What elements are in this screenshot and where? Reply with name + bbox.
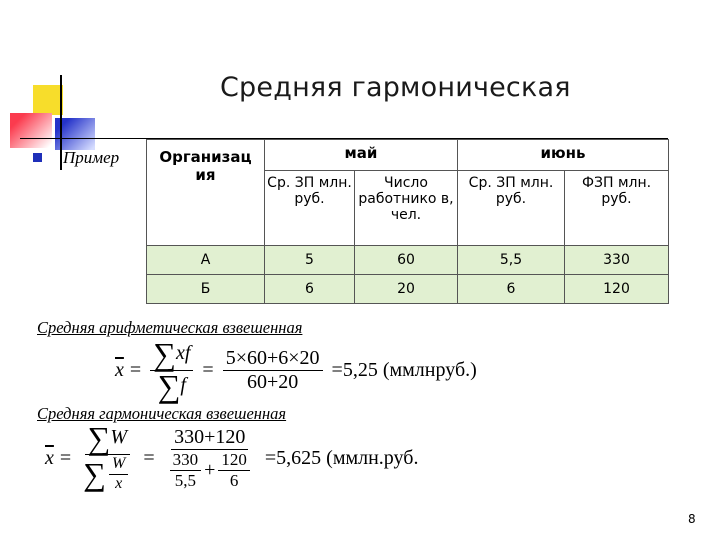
- fraction-values: [223, 348, 323, 393]
- data-table: [146, 139, 669, 304]
- fraction-numerator: 5×60+6×20: [223, 348, 323, 371]
- header-organization: Организац ия: [147, 140, 265, 246]
- fraction-numerator: 330+120: [171, 427, 248, 450]
- header-may: май: [265, 140, 458, 171]
- fraction-denominator: f: [180, 373, 186, 396]
- fraction-numerator: xf: [175, 342, 191, 364]
- cell-may-count: 20: [355, 275, 458, 304]
- yellow-square-decoration: [33, 85, 63, 115]
- bullet-text: Пример: [63, 148, 120, 167]
- cell-june-wage: 6: [458, 275, 565, 304]
- fraction-numerator: W: [110, 426, 127, 448]
- page-number: 8: [688, 512, 696, 526]
- fraction-denominator: 60+20: [246, 370, 299, 393]
- formula-eq: =: [129, 358, 142, 381]
- caption-arithmetic: Средняя арифметическая взвешенная: [37, 318, 303, 337]
- formula-harmonic: [45, 420, 419, 492]
- red-square-decoration: [10, 113, 52, 148]
- subheader-june-wage: Ср. ЗП млн. руб.: [458, 171, 565, 246]
- cell-may-wage: 5: [265, 246, 355, 275]
- formula-eq: =: [202, 358, 214, 381]
- slide-title: Средняя гармоническая: [220, 72, 571, 103]
- table-row: [147, 246, 669, 275]
- fraction-inner: [170, 451, 202, 490]
- fraction-inner: [109, 456, 128, 493]
- fraction-denominator: 5,5: [174, 470, 196, 490]
- sigma-icon: ∑: [83, 455, 106, 492]
- fraction-numerator: 330: [170, 451, 202, 471]
- cell-june-wage: 5,5: [458, 246, 565, 275]
- formula-eq: =: [143, 446, 155, 469]
- cell-may-wage: 6: [265, 275, 355, 304]
- fraction-numerator: W: [109, 456, 128, 475]
- fraction-sum: [150, 336, 193, 404]
- cell-june-fund: 330: [565, 246, 669, 275]
- fraction-sum: [80, 420, 134, 492]
- caption-harmonic: Средняя гармоническая взвешенная: [37, 404, 287, 423]
- subheader-june-fund: ФЗП млн. руб.: [565, 171, 669, 246]
- cell-org: Б: [147, 275, 265, 304]
- formula-lhs: $\overline{x}$: [45, 446, 54, 469]
- subheader-may-count: Число работнико в, чел.: [355, 171, 458, 246]
- fraction-values: [164, 427, 256, 490]
- table-row: [147, 275, 669, 304]
- header-june: июнь: [458, 140, 669, 171]
- cell-june-fund: 120: [565, 275, 669, 304]
- formula-eq: =: [59, 446, 72, 469]
- vertical-rule: [60, 75, 62, 170]
- formula-lhs: $\overline{x}$: [115, 358, 124, 381]
- formula-arithmetic: [115, 336, 477, 404]
- subheader-may-wage: Ср. ЗП млн. руб.: [265, 171, 355, 246]
- fraction-denominator: [164, 450, 256, 490]
- sigma-icon: ∑: [87, 420, 111, 456]
- cell-may-count: 60: [355, 246, 458, 275]
- bullet-icon: [33, 153, 42, 162]
- cell-org: А: [147, 246, 265, 275]
- fraction-inner: [218, 451, 250, 490]
- fraction-denominator: x: [115, 474, 123, 492]
- fraction-numerator: 120: [218, 451, 250, 471]
- formula-result: =5,625 (ммлн.руб.: [264, 446, 419, 469]
- sigma-icon: ∑: [153, 336, 176, 372]
- formula-result: =5,25 (ммлнруб.): [331, 358, 477, 381]
- plus-sign: +: [204, 458, 216, 481]
- sigma-icon: ∑: [157, 367, 181, 404]
- fraction-denominator: 6: [229, 470, 239, 490]
